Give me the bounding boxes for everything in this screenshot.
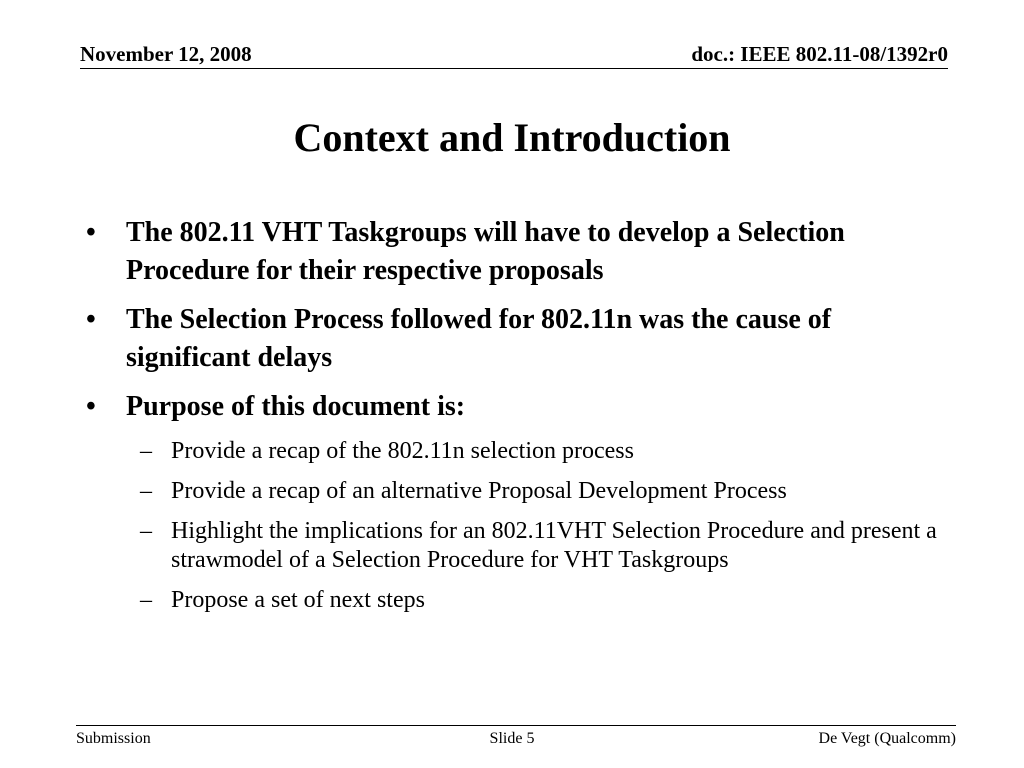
footer-divider: [76, 725, 956, 726]
bullet-marker: •: [86, 217, 96, 248]
bullet-marker: •: [86, 391, 96, 422]
bullet-text: The 802.11 VHT Taskgroups will have to develop a Selection Procedure for their respective proposals: [126, 217, 845, 286]
sub-bullet-marker: –: [140, 478, 152, 504]
sub-bullet-text: Propose a set of next steps: [171, 587, 425, 613]
sub-bullet-text: Highlight the implications for an 802.11VHT Selection Procedure and present a strawmodel of a Selection Procedure for VHT Taskgroups: [171, 518, 937, 573]
sub-bullet-text: Provide a recap of an alternative Proposal Development Process: [171, 478, 787, 504]
sub-bullet-marker: –: [140, 518, 152, 544]
bullet-item: [86, 388, 946, 426]
bullet-marker: •: [86, 304, 96, 335]
sub-bullet-item: [86, 477, 946, 506]
bullet-item: [86, 301, 946, 377]
footer-submission: Submission: [76, 730, 151, 747]
footer-slide-number: Slide 5: [489, 730, 535, 747]
sub-bullet-item: [86, 586, 946, 615]
slide-header: [80, 40, 948, 69]
bullet-item: [86, 214, 946, 290]
header-doc-id: doc.: IEEE 802.11-08/1392r0: [691, 42, 948, 66]
header-date: November 12, 2008: [80, 42, 252, 66]
sub-bullet-item: [86, 517, 946, 575]
sub-bullet-text: Provide a recap of the 802.11n selection process: [171, 438, 634, 464]
sub-bullet-marker: –: [140, 438, 152, 464]
slide-title: Context and Introduction: [293, 115, 731, 160]
slide-body: [86, 214, 946, 626]
sub-bullet-item: [86, 437, 946, 466]
footer-author: De Vegt (Qualcomm): [818, 730, 956, 747]
bullet-text: The Selection Process followed for 802.11n was the cause of significant delays: [126, 304, 832, 373]
sub-bullet-marker: –: [140, 587, 152, 613]
bullet-text: Purpose of this document is:: [126, 391, 466, 422]
